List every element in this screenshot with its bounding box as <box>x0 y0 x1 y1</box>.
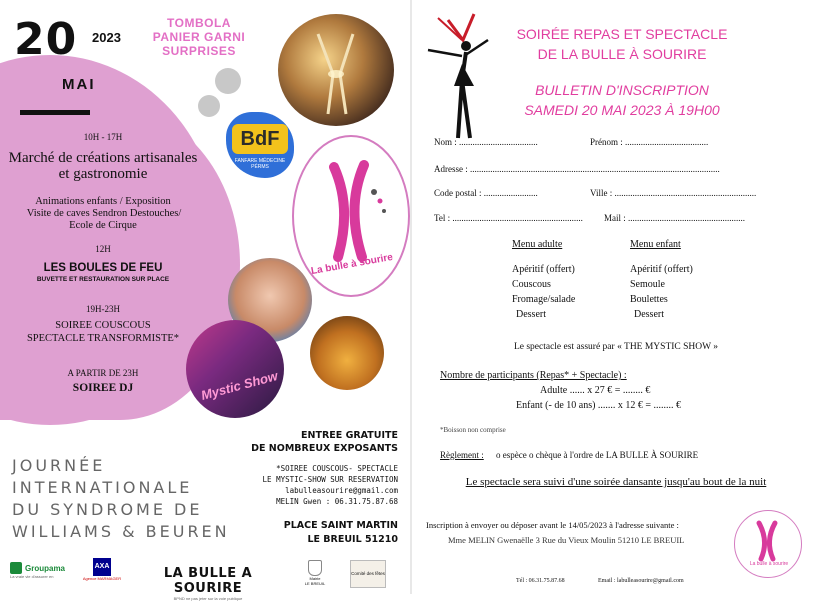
bdf-logo <box>226 112 294 178</box>
journee-line: DU SYNDROME DE <box>12 500 203 519</box>
visit-text: Visite de caves Sendron Destouches/ <box>26 208 182 219</box>
sponsor-sub: Agence MARMAGER <box>82 576 122 581</box>
reglement-label: Règlement : <box>440 450 484 460</box>
adresse-label: Adresse : ............................................................................................................... <box>434 164 720 174</box>
bulle-footer-sub: BPND ne pas jeter sur la voie publique <box>173 596 243 601</box>
couscous-text: SOIREE COUSCOUS <box>55 320 151 331</box>
buvette-text: BUVETTE ET RESTAURATION SUR PLACE <box>36 276 170 283</box>
menu-child <box>630 237 693 322</box>
info-block <box>200 430 398 545</box>
market-text: Marché de créations artisanales et gastronomie <box>8 150 198 182</box>
mail-field[interactable] <box>604 213 745 223</box>
time-slot: 12H <box>95 244 111 254</box>
nom-field[interactable] <box>434 137 538 147</box>
bulle-footer-title: LA BULLE A SOURIRE <box>163 566 253 596</box>
reglement-options[interactable]: o espèce o chèque à l'ordre de LA BULLE À SOURIRE <box>496 450 699 460</box>
sponsor-comite <box>350 560 386 588</box>
sponsor-mairie <box>300 560 330 586</box>
tombola-heading <box>140 16 258 58</box>
mystic-show-photo <box>186 320 284 418</box>
bulle-footer <box>128 566 288 601</box>
sponsor-sub: LE BREUIL <box>304 581 326 586</box>
reglement-row <box>440 450 698 460</box>
place-line: LE BREUIL 51210 <box>307 534 398 545</box>
menu-item: Apéritif (offert) <box>512 264 575 275</box>
journee-line: WILLIAMS & BEUREN <box>12 522 230 541</box>
sponsor-groupama <box>10 562 70 579</box>
menu-item: Boulettes <box>630 294 668 305</box>
menu-item: Dessert <box>516 309 546 320</box>
tombola-line: TOMBOLA <box>167 16 231 30</box>
dancer-silhouette-icon <box>418 10 498 140</box>
time-slot: 19H-23H <box>86 304 120 314</box>
menu-title: Menu adulte <box>512 239 563 250</box>
decorative-dot <box>198 95 220 117</box>
prenom-label: Prénom : ..................................... <box>590 137 709 147</box>
prenom-field[interactable] <box>590 137 708 147</box>
form-title <box>492 24 752 64</box>
sponsor-name: Comité des fêtes <box>351 571 385 576</box>
menu-item: Fromage/salade <box>512 294 576 305</box>
nom-label: Nom : ................................... <box>434 137 538 147</box>
note-line: LE MYSTIC-SHOW SUR RESERVATION <box>262 475 398 484</box>
tel-label: Tel : .......................................................... <box>434 213 583 223</box>
cp-label: Code postal : ........................ <box>434 188 538 198</box>
form-subtitle <box>492 80 752 120</box>
mystic-show-label: Mystic Show <box>199 368 280 403</box>
tombola-line: SURPRISES <box>162 44 236 58</box>
journee-line: JOURNÉE <box>12 456 106 475</box>
menu-item: Couscous <box>512 279 551 290</box>
decorative-dot <box>215 68 241 94</box>
event-month: MAI <box>62 76 96 93</box>
entree-line: ENTREE GRATUITE <box>301 430 398 441</box>
adulte-line[interactable]: Adulte ...... x 27 € = ........ € <box>540 385 651 396</box>
groupama-logo-icon <box>10 562 22 574</box>
school-text: Ecole de Cirque <box>69 220 137 231</box>
title-line: DE LA BULLE À SOURIRE <box>537 46 707 62</box>
ville-field[interactable] <box>590 188 756 198</box>
boisson-note: *Boisson non comprise <box>440 426 506 434</box>
note-line: *SOIREE COUSCOUS- SPECTACLE <box>276 464 398 473</box>
menu-item: Apéritif (offert) <box>630 264 693 275</box>
adresse-field[interactable] <box>434 164 804 174</box>
entree-line: DE NOMBREUX EXPOSANTS <box>251 443 398 454</box>
honey-photo <box>310 316 384 390</box>
adresse-envoi: Mme MELIN Gwenaëlle 3 Rue du Vieux Moulin 51210 LE BREUIL <box>448 535 685 545</box>
event-year: 2023 <box>92 30 121 45</box>
inscription-text: Inscription à envoyer ou déposer avant le 14/05/2023 à l'adresse suivante : <box>426 520 679 530</box>
tel-field[interactable] <box>434 213 583 223</box>
time-slot: A PARTIR DE 23H <box>67 368 139 378</box>
animations-text: Animations enfants / Exposition <box>35 196 171 207</box>
sponsor-name: Groupama <box>25 563 66 573</box>
bulle-logo <box>292 135 410 297</box>
time-slot: 10H - 17H <box>83 132 123 142</box>
contact-text: MELIN Gwen : 06.31.75.87.68 <box>276 497 398 506</box>
registration-form-page <box>412 0 820 594</box>
sponsor-sub: La vraie vie d'assurer en <box>10 574 54 579</box>
dj-text: SOIREE DJ <box>72 382 134 394</box>
participants-text: Nombre de participants (Repas* + Spectacle) : <box>440 370 627 381</box>
subtitle-line: SAMEDI 20 MAI 2023 À 19H00 <box>524 102 720 118</box>
bdf-logo-text: BdF <box>232 124 288 154</box>
place-line: PLACE SAINT MARTIN <box>283 520 398 531</box>
divider-bar <box>20 110 90 115</box>
bulle-small-logo <box>734 510 802 578</box>
crest-icon <box>308 560 322 576</box>
event-day: 20 <box>14 14 78 65</box>
title-line: SOIRÉE REPAS ET SPECTACLE <box>516 26 728 42</box>
menu-title: Menu enfant <box>630 239 681 250</box>
chromosome-small-icon <box>735 511 803 579</box>
sponsor-axa <box>82 558 122 581</box>
journee-line: INTERNATIONALE <box>12 478 193 497</box>
sponsor-sub: Mairie <box>309 576 321 581</box>
menu-item: Semoule <box>630 279 665 290</box>
subtitle-line: BULLETIN D'INSCRIPTION <box>535 82 709 98</box>
tombola-line: PANIER GARNI <box>152 30 246 44</box>
champagne-photo <box>278 14 394 126</box>
small-logo-text: La bulle à sourire <box>749 561 789 567</box>
mail-label: Mail : .................................................... <box>604 213 745 223</box>
soiree-text: Le spectacle sera suivi d'une soirée dansante jusqu'au bout de la nuit <box>465 476 767 488</box>
enfant-line[interactable]: Enfant (- de 10 ans) ....... x 12 € = ........ € <box>516 400 682 411</box>
axa-logo: AXA <box>93 558 111 576</box>
ville-label: Ville : ............................................................... <box>590 188 757 198</box>
footer-email: Email : labulleasourire@gmail.com <box>598 578 684 584</box>
email-text: labulleasourire@gmail.com <box>285 486 398 495</box>
fire-text: LES BOULES DE FEU <box>43 262 163 274</box>
bdf-logo-subtitle: FANFARE MÉDECINE PÉRMS <box>234 158 286 170</box>
champagne-glasses-icon <box>278 14 394 126</box>
footer-tel: Tél : 06.31.75.87.68 <box>516 578 565 584</box>
show-text: Le spectacle est assuré par « THE MYSTIC SHOW » <box>513 342 719 352</box>
spectacle-text: SPECTACLE TRANSFORMISTE* <box>26 333 180 344</box>
bulle-logo-text: La bulle à sourire <box>310 251 394 278</box>
menu-adult <box>512 237 575 322</box>
menu-item: Dessert <box>634 309 664 320</box>
cp-field[interactable] <box>434 188 538 198</box>
